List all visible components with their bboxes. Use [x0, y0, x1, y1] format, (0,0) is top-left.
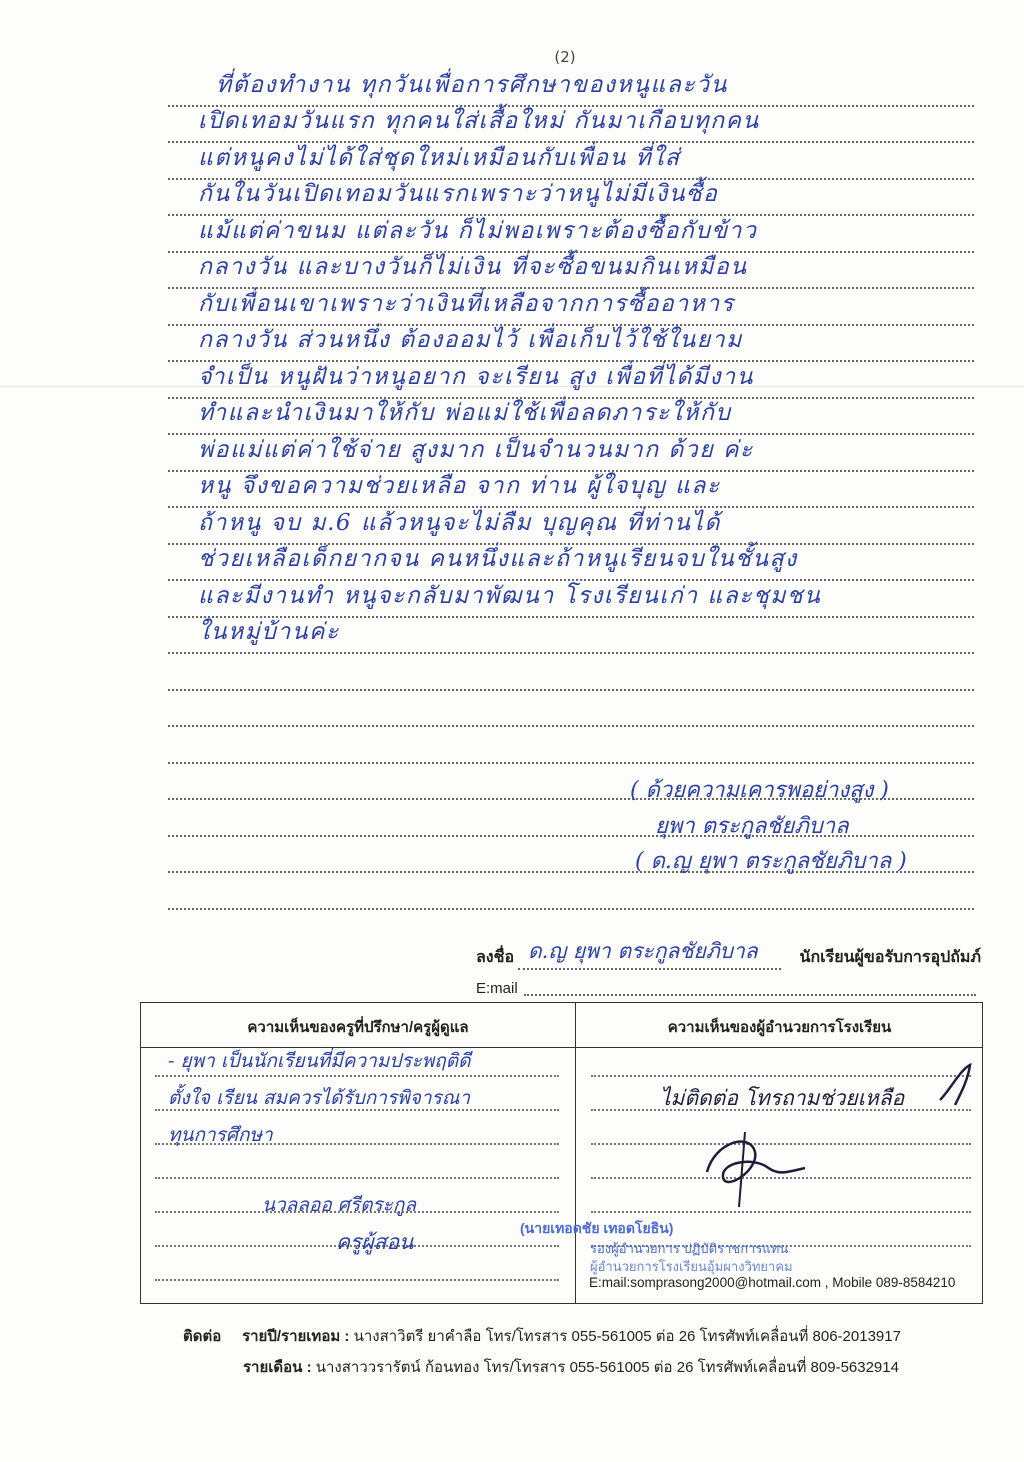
principal-title: รองผู้อำนวยการ ปฏิบัติราชการแทน — [590, 1241, 789, 1256]
ruled-line — [168, 216, 974, 253]
handwritten-text: ที่ต้องทำงาน ทุกวันเพื่อการศึกษาของหนูและวัน — [216, 71, 728, 98]
principal-signature-mark — [695, 1122, 815, 1212]
teacher-line — [155, 1279, 559, 1281]
contact-monthly-label: รายเดือน : — [243, 1359, 312, 1376]
ruled-line — [168, 289, 974, 326]
teacher-signature: นวลลออ ศรีตระกูล — [262, 1194, 416, 1216]
teacher-role: ครูผู้สอน — [336, 1230, 414, 1254]
page-number: (2) — [554, 48, 576, 66]
teacher-comment-2: ตั้งใจ เรียน สมควรได้รับการพิจารณา — [168, 1087, 470, 1109]
ruled-line — [168, 70, 974, 107]
handwritten-text: แต่หนูคงไม่ได้ใส่ชุดใหม่เหมือนกับเพื่อน ที่ใส่ — [198, 144, 681, 171]
ruled-line — [168, 727, 974, 764]
principal-handwritten-note: ไม่ติดต่อ โทรถามช่วยเหลือ — [660, 1086, 905, 1110]
ruled-line — [168, 107, 974, 144]
ruled-line — [168, 581, 974, 618]
teacher-comment-3: ทุนการศึกษา — [168, 1124, 273, 1146]
ruled-line — [168, 180, 974, 217]
ruled-line — [168, 472, 974, 509]
contact-monthly — [243, 1355, 899, 1379]
email-row — [476, 976, 976, 1000]
sign-label: ลงชื่อ — [476, 949, 515, 966]
contact-yearly-label: รายปี/รายเทอม : — [242, 1328, 350, 1345]
principal-title-2: ผู้อำนวยการโรงเรียนอุ้มผางวิทยาคม — [590, 1259, 793, 1274]
student-signature: ด.ญ ยุพา ตระกูลชัยภิบาล — [528, 939, 758, 963]
principal-opinion-header: ความเห็นของผู้อำนวยการโรงเรียน — [667, 1019, 892, 1036]
handwritten-text: หนู จึงขอความช่วยเหลือ จาก ท่าน ผู้ใจบุญ และ — [198, 473, 721, 499]
contact-yearly — [183, 1324, 901, 1348]
sign-dots — [518, 968, 781, 970]
ruled-line — [168, 326, 974, 363]
ruled-line — [168, 873, 974, 910]
student-role: นักเรียนผู้ขอรับการอุปถัมภ์ — [799, 949, 981, 966]
principal-name: (นายเทอดชัย เทอดโยธิน) — [520, 1220, 674, 1236]
handwritten-text: แม้แต่ค่าขนม แต่ละวัน ก็ไม่พอเพราะต้องซื้อกับข้าว — [198, 217, 758, 244]
handwritten-text: กับเพื่อนเขาเพราะว่าเงินที่เหลือจากการซื้ออาหาร — [198, 290, 735, 317]
ruled-line — [168, 143, 974, 180]
principal-signature-flourish — [930, 1060, 990, 1110]
ruled-line — [168, 654, 974, 691]
handwritten-text: กันในวันเปิดเทอมวันแรกเพราะว่าหนูไม่มีเงินซื้อ — [198, 181, 719, 207]
ruled-line — [168, 362, 974, 399]
handwritten-text: ช่วยเหลือเด็กยากจน คนหนึ่งและถ้าหนูเรียนจบในชั้นสูง — [198, 546, 798, 572]
ruled-line — [168, 399, 974, 436]
table-divider — [575, 1003, 576, 1303]
handwritten-text: กลางวัน ส่วนหนึ่ง ต้องออมไว้ เพื่อเก็บไว้ใช้ในยาม — [198, 327, 743, 353]
handwritten-text: และมีงานทำ หนูจะกลับมาพัฒนา โรงเรียนเก่า และชุมชน — [198, 582, 822, 609]
ruled-line — [168, 435, 974, 472]
handwritten-text: จำเป็น หนูฝันว่าหนูอยาก จะเรียน สูง เพื่อที่ได้มีงาน — [198, 363, 754, 390]
handwritten-text: ถ้าหนู จบ ม.6 แล้วหนูจะไม่ลืม บุญคุณ ที่ท่านได้ — [198, 509, 721, 536]
closing-printed-name: ( ด.ญ ยุพา ตระกูลชัยภิบาล ) — [635, 849, 907, 874]
contact-monthly-text: นางสาววรารัตน์ ก้อนทอง โทร/โทรสาร 055-561005 ต่อ 26 โทรศัพท์เคลื่อนที่ 809-5632914 — [315, 1359, 899, 1376]
principal-email: E:mail:somprasong2000@hotmail.com , Mobile 089-8584210 — [589, 1275, 956, 1290]
ruled-line — [168, 253, 974, 290]
email-dots — [524, 994, 976, 996]
handwritten-text: ทำและนำเงินมาให้กับ พ่อแม่ใช้เพื่อลดภาระให้กับ — [198, 400, 732, 426]
ruled-line — [168, 545, 974, 582]
ruled-line — [168, 618, 974, 655]
ruled-line — [168, 691, 974, 728]
teacher-line — [155, 1177, 559, 1179]
teacher-comment-1: - ยุพา เป็นนักเรียนที่มีความประพฤติดี — [168, 1050, 471, 1072]
ruled-line — [168, 508, 974, 545]
principal-line — [591, 1075, 971, 1077]
email-label: E:mail — [476, 980, 518, 997]
handwritten-text: กลางวัน และบางวันก็ไม่เงิน ที่จะซื้อขนมกินเหมือน — [198, 254, 748, 280]
sign-row — [476, 940, 981, 976]
contact-yearly-text: นางสาวิตรี ยาคำลือ โทร/โทรสาร 055-561005 ต่อ 26 โทรศัพท์เคลื่อนที่ 806-2013917 — [353, 1328, 901, 1345]
contact-label: ติดต่อ — [183, 1328, 222, 1345]
handwritten-text: พ่อแม่แต่ค่าใช้จ่าย สูงมาก เป็นจำนวนมาก ด้วย ค่ะ — [198, 436, 754, 463]
closing-regards: ( ด้วยความเคารพอย่างสูง ) — [630, 778, 889, 803]
handwritten-text: ในหมู่บ้านค่ะ — [198, 619, 340, 645]
handwritten-text: เปิดเทอมวันแรก ทุกคนใส่เสื้อใหม่ กันมาเกือบทุกคน — [198, 108, 760, 134]
teacher-opinion-header: ความเห็นของครูที่ปรึกษา/ครูผู้ดูแล — [247, 1019, 469, 1036]
closing-signature: ยุพา ตระกูลชัยภิบาล — [655, 814, 849, 839]
